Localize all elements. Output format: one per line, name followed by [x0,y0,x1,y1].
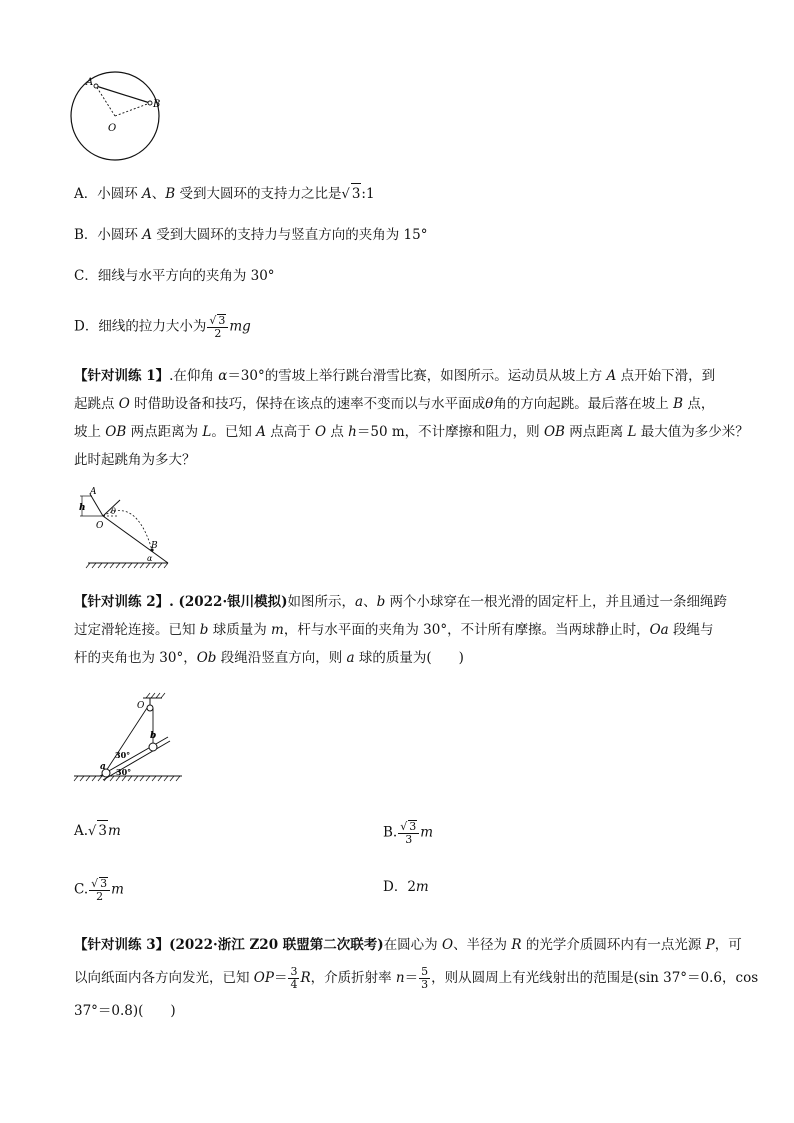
training-1-text: 【针对训练 1】.在仰角 α＝30°的雪坡上举行跳台滑雪比赛，如图所示。运动员从坡上方 A 点开始下滑，到 起跳点 O 时借助设备和技巧，保持在该点的速率不变而以与水平面成θ角的方向起跳。最后落在坡上 B 点， 坡上 OB 两点距离为 L。已知 A 点高于 O 点 h＝50 m，不计摩擦和阻力，则 OB 两点距离 L 最大值为多少米？ 此时起跳角为多大？ [74,368,749,468]
label-A: A [90,487,97,497]
label-angle-rod: 30° [116,767,132,777]
rod-upper [100,737,168,776]
q1-option-b: B．小圆环 A 受到大圆环的支持力与竖直方向的夹角为 15° [74,227,428,243]
training-3-tag: 【针对训练 3】 [74,937,170,953]
fraction-sqrt3-over-2: $\frac{√ 3}{2}$ [89,877,110,903]
q1-option-c: C．细线与水平方向的夹角为 30° [74,268,275,284]
pulley [147,705,153,711]
label-O: O [137,701,145,711]
fraction-sqrt3-over-3: $\frac{√ 3}{3}$ [398,820,419,846]
training-2-tag: 【针对训练 2】 [74,594,170,610]
t2-option-c: C. $\frac{√ 3}{2}$ m [74,877,124,903]
training-2-text: 【针对训练 2】. (2022·银川模拟)如图所示，a、b 两个小球穿在一根光滑的固定杆上，并且通过一条细绳跨 过定滑轮连接。已知 b 球质量为 m，杆与水平面的夹角为 30°，不计所有摩擦。当两球静止时，Oa 段绳与 杆的夹角也为 30°，Ob 段绳沿竖直方向，则 a 球的质量为( ) [74,594,728,666]
t2-option-a: A.√ 3m [74,820,121,842]
label-O: O [108,123,117,134]
slope-upper [90,494,103,516]
small-ring-B [148,101,152,105]
radius-OB [115,103,150,116]
label-h: h [79,503,86,513]
slope-lower [103,516,168,563]
figure-ski-slope [70,484,180,572]
fraction-3-4: $\frac{3}{4}$ [290,965,298,991]
figure-rod-pulley [70,688,190,788]
figure-circle-rings [66,70,176,170]
trajectory [103,511,152,550]
ceiling-hatch [146,693,165,698]
label-A: A [86,77,94,88]
ball-b [149,743,157,751]
training-2-source: . (2022·银川模拟) [169,594,288,610]
fraction-sqrt3-over-2: $\frac{√ 3}{2}$ [207,314,228,340]
label-theta: θ [111,507,116,516]
q1-option-a: A．小圆环 A、B 受到大圆环的支持力之比是√ 3:1 [74,183,375,205]
q1-option-d: D．细线的拉力大小为 $\frac{√ 3}{2}$ mg [74,314,251,340]
label-alpha: α [147,554,153,563]
rope-Oa [106,708,147,771]
fraction-5-3: $\frac{5}{3}$ [421,965,429,991]
training-1-tag: 【针对训练 1】 [74,368,170,384]
ground-hatch [86,563,168,568]
string-AB [96,86,150,103]
label-B: B [153,99,161,110]
small-ring-A [94,84,98,88]
label-angle-rope: 30° [115,750,131,760]
t2-option-b: B. $\frac{√ 3}{3}$ m [383,820,434,846]
t2-option-d: D．2m [383,879,429,895]
training-3-source: (2022·浙江 Z20 联盟第二次联考) [169,937,384,953]
label-b: b [150,731,157,741]
training-3-text: 【针对训练 3】(2022·浙江 Z20 联盟第二次联考)在圆心为 O、半径为 R 的光学介质圆环内有一点光源 P，可 以向纸面内各方向发光，已知 OP＝ $\frac{3}{4}$ R，介质折射率 n＝ $\frac{5}{3}$ ，则从圆周上有光线射出的范围是(sin 37°＝0.6，cos 37°＝0.8)( ) [74,937,759,1019]
label-B: B [151,541,158,551]
label-a: a [100,762,106,772]
label-O: O [96,521,104,531]
